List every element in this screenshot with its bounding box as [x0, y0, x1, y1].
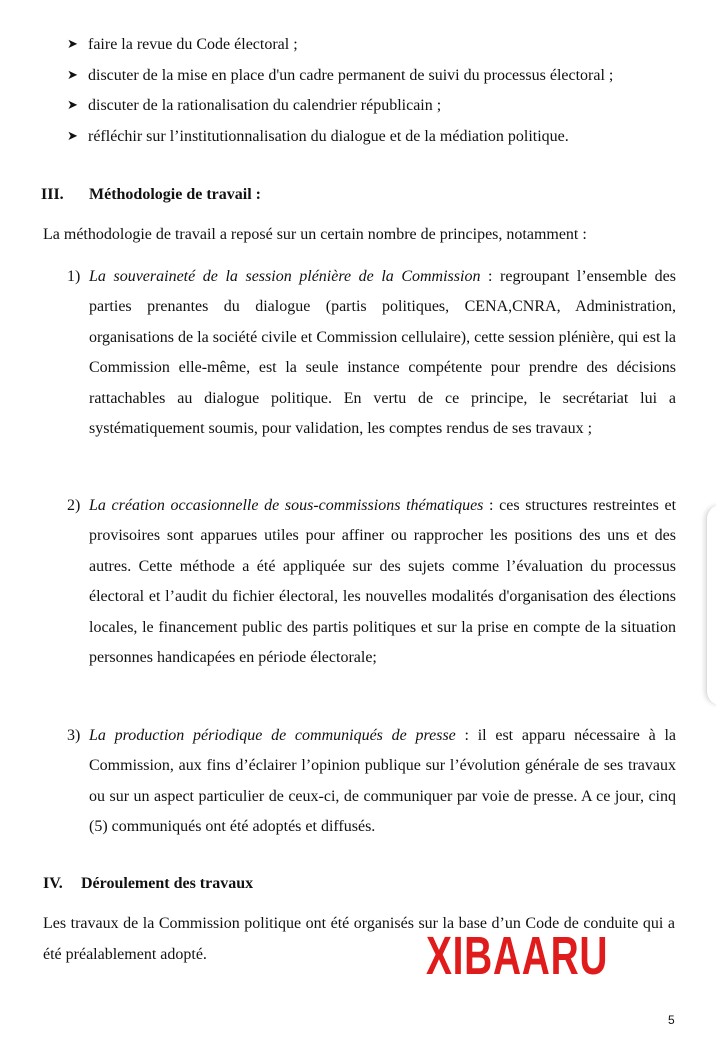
bullet-item — [67, 93, 687, 124]
bullet-text: réfléchir sur l’institutionnalisation du dialogue et de la médiation politique. — [88, 127, 569, 145]
arrow-bullet-icon: ➤ — [67, 37, 78, 52]
item-title: La création occasionnelle de sous-commissions thématiques — [89, 497, 484, 514]
item-title: La production périodique de communiqués de presse — [89, 727, 456, 744]
section-number: III. — [41, 186, 64, 203]
item-title: La souveraineté de la session plénière de la Commission — [89, 268, 481, 285]
item-number: 3) — [67, 727, 81, 744]
principle-item-1 — [67, 262, 676, 444]
item-paragraph — [89, 491, 676, 673]
bullet-text: discuter de la rationalisation du calendrier républicain ; — [88, 97, 442, 114]
bullet-item — [67, 63, 687, 94]
bullet-item — [67, 124, 687, 155]
item-text: : ces structures restreintes et provisoires sont apparues utiles pour affiner ou rapprocher les positions des uns et des autres. Cette méthode a été appliquée sur des sujets comme l’évaluation du processus électoral et l’audit du fichier électoral, les nouvelles modalités d'organisation des élections locales, le financement public des partis politiques et sur la prise en compte de la situation personnes handicapées en période électorale; — [89, 497, 677, 667]
item-number: 1) — [67, 268, 81, 285]
xibaaru-watermark: XIBAARU — [426, 926, 609, 986]
principle-item-2 — [67, 491, 676, 673]
section-heading-deroulement — [43, 871, 253, 897]
item-text: : regroupant l’ensemble des parties prenantes du dialogue (partis politiques, CENA,CNRA, Administration, organisations de la société civile et Commission cellulaire), cette session plénière, qui est la Commission elle-même, est la seule instance compétente pour prendre des décisions rattachables au dialogue politique. En vertu de ce principe, le secrétariat lui a systématiquement soumis, pour validation, les comptes rendus de ses travaux ; — [89, 268, 676, 438]
item-paragraph — [89, 721, 676, 843]
section-heading-methodologie — [41, 182, 261, 208]
bullet-text: faire la revue du Code électoral ; — [88, 36, 298, 53]
arrow-bullet-icon: ➤ — [67, 98, 78, 113]
item-number: 2) — [67, 497, 81, 514]
arrow-bullet-icon: ➤ — [67, 67, 78, 83]
item-text: : il est apparu nécessaire à la Commission, aux fins d’éclairer l’opinion publique sur l’évolution générale de ses travaux ou sur un aspect particulier de ceux-ci, de communiquer par voie de presse. A ce jour, cinq (5) communiqués ont été adoptés et diffusés. — [89, 727, 676, 836]
bullet-list — [67, 32, 687, 154]
bullet-text: discuter de la mise en place d'un cadre permanent de suivi du processus électoral ; — [88, 66, 614, 84]
arrow-bullet-icon: ➤ — [67, 128, 78, 144]
principle-item-3 — [67, 721, 676, 843]
bullet-item — [67, 32, 687, 63]
section-title: Méthodologie de travail : — [89, 186, 261, 203]
methodology-intro: La méthodologie de travail a reposé sur un certain nombre de principes, notamment : — [43, 226, 587, 243]
page-number: 5 — [668, 1013, 675, 1027]
side-panel-edge[interactable] — [706, 505, 716, 705]
section-number: IV. — [43, 875, 63, 892]
item-paragraph — [89, 262, 676, 444]
deroulement-paragraph: Les travaux de la Commission politique ont été organisés sur la base d’un Code de conduite qui a été préalablement adopté. — [43, 915, 675, 963]
section-title: Déroulement des travaux — [81, 875, 254, 892]
